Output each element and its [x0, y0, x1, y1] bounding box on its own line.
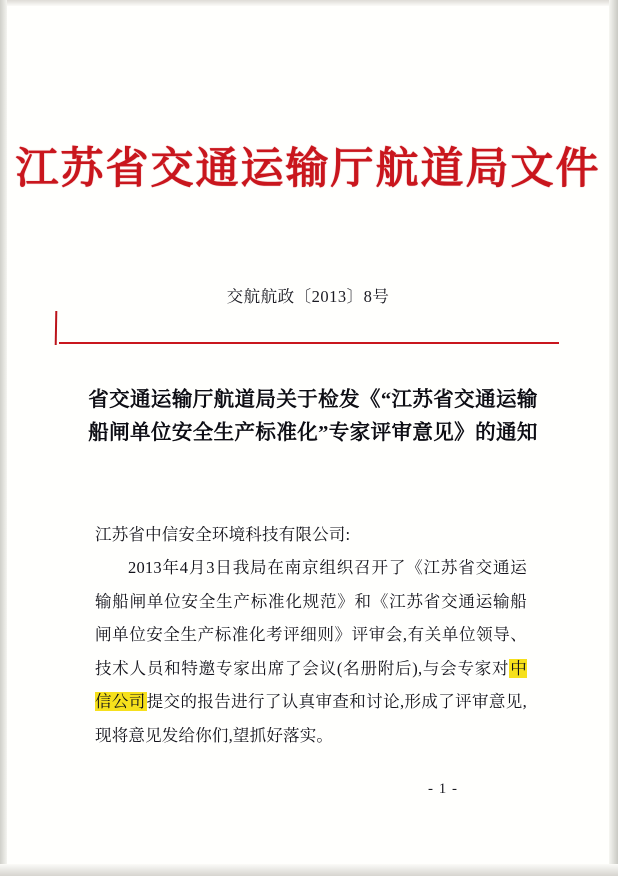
document-title: 省交通运输厅航道局关于检发《“江苏省交通运输船闸单位安全生产标准化”专家评审意见》的通知 [88, 389, 538, 445]
document-number: 交航航政〔2013〕8号 [226, 287, 390, 306]
red-separator-rule [59, 342, 559, 344]
document-masthead: 江苏省交通运输厅航道局文件 [15, 146, 601, 193]
body-text-part-1: 2013年4月3日我局在南京组织召开了《江苏省交通运输船闸单位安全生产标准化规范》和《江苏省交通运输船闸单位安全生产标准化考评细则》评审会,有关单位领导、技术人员和特邀专家出席了会议(名册附后),与会专家对 [95, 558, 527, 678]
red-margin-mark [55, 311, 58, 345]
scan-edge-right [609, 0, 618, 876]
body-paragraph [95, 551, 527, 752]
document-body [95, 518, 527, 752]
paper-surface [7, 6, 609, 864]
page-number: - 1 - [428, 781, 458, 797]
salutation-line: 江苏省中信安全环境科技有限公司: [95, 525, 351, 544]
scan-edge-bottom [0, 864, 618, 876]
highlighted-company-name: 中信公司 [95, 658, 527, 712]
body-text-part-2: 提交的报告进行了认真审查和讨论,形成了评审意见,现将意见发给你们,望抓好落实。 [95, 692, 527, 745]
scan-edge-left [0, 0, 7, 876]
